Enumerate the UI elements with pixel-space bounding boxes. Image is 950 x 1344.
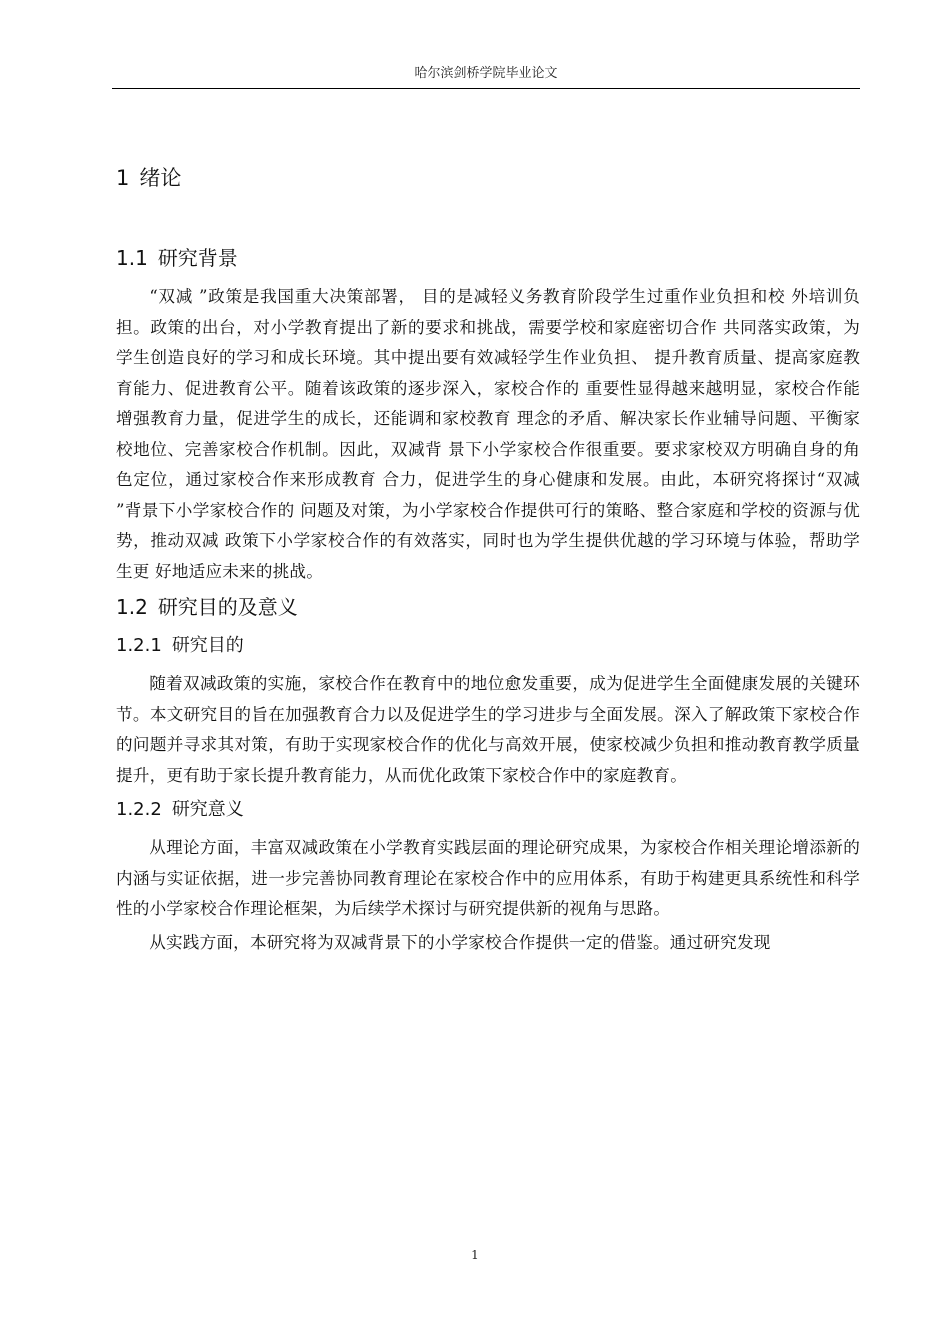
subsection-heading [116,795,860,825]
subsection-heading [116,631,860,661]
chapter-number: 1 [116,166,130,190]
section-heading [116,242,860,274]
chapter-title: 绪论 [139,166,182,190]
section-number: 1.1 [116,246,148,270]
paragraph: 从实践方面，本研究将为双减背景下的小学家校合作提供一定的借鉴。通过研究发现 [149,932,771,952]
section-heading [116,591,860,623]
header-title: 哈尔滨剑桥学院毕业论文 [414,66,558,81]
section-title: 研究背景 [157,246,238,270]
paragraph: 随着双减政策的实施，家校合作在教育中的地位愈发重要，成为促进学生全面健康发展的关键环节。本文研究目的旨在加强教育合力以及促进学生的学习进步与全面发展。深入了解政策下家校合作的问题并寻求其对策，有助于实现家校合作的优化与高效开展，使家校减少负担和推动教育教学质量提升，更有助于家长提升教育能力，从而优化政策下家校合作中的家庭教育。 [116,674,860,785]
subsection-title: 研究意义 [171,799,244,820]
chapter-heading [116,160,860,196]
page-number: 1 [471,1248,479,1262]
paragraph: 从理论方面，丰富双减政策在小学教育实践层面的理论研究成果，为家校合作相关理论增添新的内涵与实证依据，进一步完善协同教育理论在家校合作中的应用体系，有助于构建更具系统性和科学性的小学家校合作理论框架，为后续学术探讨与研究提供新的视角与思路。 [116,838,860,918]
subsection-title: 研究目的 [171,635,244,656]
paragraph: “双减 ”政策是我国重大决策部署， 目的是减轻义务教育阶段学生过重作业负担和校 外培训负担。政策的出台，对小学教育提出了新的要求和挑战，需要学校和家庭密切合作 共同落实政策，为学生创造良好的学习和成长环境。其中提出要有效减轻学生作业负担、 提升教育质量、提高家庭教育能力、促进教育公平。随着该政策的逐步深入，家校合作的 重要性显得越来越明显，家校合作能增强教育力量，促进学生的成长，还能调和家校教育 理念的矛盾、解决家长作业辅导问题、平衡家校地位、完善家校合作机制。因此，双减背 景下小学家校合作很重要。要求家校双方明确自身的角色定位，通过家校合作来形成教育 合力，促进学生的身心健康和发展。由此，本研究将探讨“双减 ”背景下小学家校合作的 问题及对策，为小学家校合作提供可行的策略、整合家庭和学校的资源与优势，推动双减 政策下小学家校合作的有效落实，同时也为学生提供优越的学习环境与体验，帮助学生更 好地适应未来的挑战。 [116,287,860,581]
subsection-number: 1.2.1 [116,635,162,656]
subsection-number: 1.2.2 [116,799,162,820]
section-title: 研究目的及意义 [157,595,298,619]
section-number: 1.2 [116,595,148,619]
document-body [116,160,860,961]
page-header [112,64,860,89]
